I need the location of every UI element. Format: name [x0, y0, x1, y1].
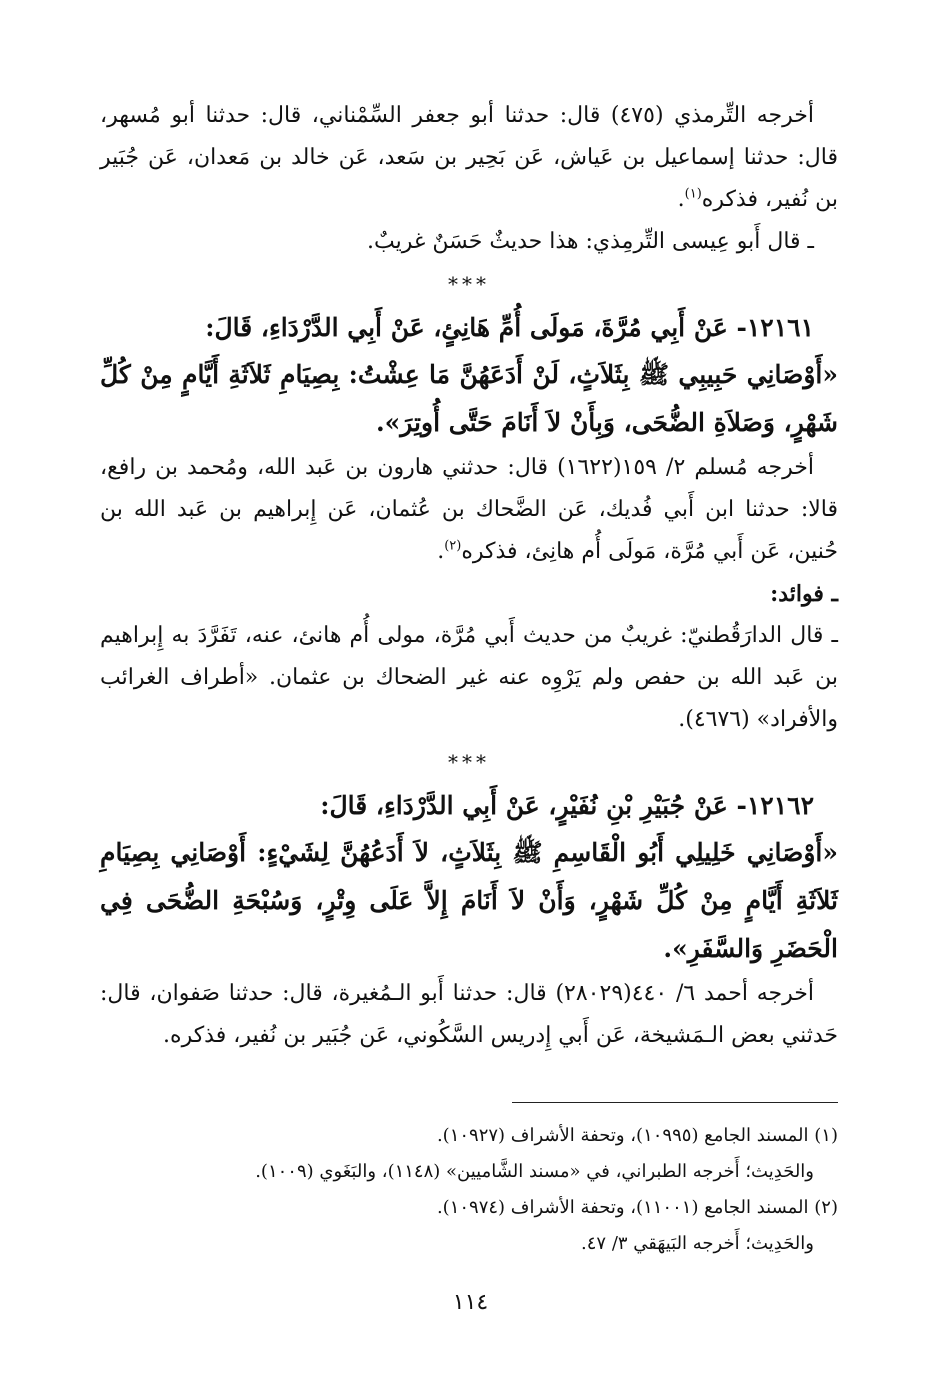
paragraph-daraqutni: ـ قال الدارَقُطنيّ: غريبٌ من حديث أَبي مُرَّة، مولى أُم هانئ، عنه، تَفَرَّدَ به إِبراهيم بن عَبد الله بن حفص ولم يَرْوِه عنه غير الضحاك بن عثمان. «أطراف الغرائب والأفراد» (٤٦٧٦). [100, 623, 838, 732]
hadith-12162-heading: ١٢١٦٢- عَنْ جُبَيْرِ بْنِ نُفَيْرٍ، عَنْ أَبِي الدَّرْدَاءِ، قَالَ: [320, 791, 814, 820]
text: أخرجه التِّرمذي (٤٧٥) قال: حدثنا أبو جعفر السِّمْناني، قال: حدثنا أبو مُسهر، قال: حدثنا إسماعيل بن عَياش، عَن بَحِير بن سَعد، عَن خالد بن مَعدان، عَن جُبَير بن نُفير، فذكره [100, 103, 838, 212]
text-end: . [437, 539, 445, 564]
page-body [100, 95, 838, 1057]
footnote-2-continuation: والحَدِيث؛ أَخرجه البَيهَقي ٣/ ٤٧. [581, 1233, 814, 1254]
text: أخرجه مُسلم ٢/ ١٥٩(١٦٢٢) قال: حدثني هارون بن عَبد الله، ومُحمد بن رافع، قالا: حدثنا ابن أَبي فُديك، عَن الضَّحاك بن عُثمان، عَن إِبراهيم بن عَبد الله بن حُنين، عَن أَبي مُرَّة، مَولَى أُم هانِئ، فذكره [100, 455, 838, 564]
footnotes [100, 1118, 838, 1262]
footnote-ref-2[interactable]: (٢) [444, 538, 462, 554]
footnote-separator [512, 1102, 838, 1103]
footnote-ref-1[interactable]: (١) [684, 186, 702, 202]
text-end: . [677, 187, 685, 212]
paragraph-takhrij-tirmidhi [100, 95, 838, 221]
paragraph-takhrij-ahmad: أخرجه أحمد ٦/ ٤٤٠(٢٨٠٢٩) قال: حدثنا أَبو الـمُغيرة، قال: حدثنا صَفوان، قال: حَدثني بعض الـمَشيخة، عَن أَبي إِدريس السَّكُوني، عَن جُبَير بن نُفير، فذكره. [100, 981, 838, 1048]
paragraph-tirmidhi-grading: ـ قال أَبو عِيسى التِّرمِذي: هذا حديثٌ حَسَنٌ غريبٌ. [367, 229, 814, 254]
footnote-1: (١) المسند الجامع (١٠٩٩٥)، وتحفة الأشراف (١٠٩٢٧). [436, 1125, 838, 1146]
hadith-12162-text: «أَوْصَانِي خَلِيلِي أَبُو الْقَاسِمِ ﷺ بِثَلاَثٍ، لاَ أَدَعُهُنَّ لِشَيْءٍ: أَوْصَانِي بِصِيَامِ ثَلاَثَةِ أَيَّامٍ مِنْ كُلِّ شَهْرٍ، وَأَنْ لاَ أَنَامَ إِلاَّ عَلَى وِتْرٍ، وَسُبْحَةِ الضُّحَى فِي الْحَضَرِ وَالسَّفَرِ». [100, 838, 838, 963]
hadith-12161-text: «أَوْصَانِي حَبِيبِي ﷺ بِثَلاَثٍ، لَنْ أَدَعَهُنَّ مَا عِشْتُ: بِصِيَامِ ثَلاَثَةِ أَيَّامٍ مِنْ كُلِّ شَهْرٍ، وَصَلاَةِ الضُّحَى، وَبِأَنْ لاَ أَنَامَ حَتَّى أُوتِرَ». [100, 360, 838, 437]
page-number: ١١٤ [452, 1290, 489, 1315]
footnote-1-continuation: والحَدِيث؛ أَخرجه الطبراني، في «مسند الشَّاميين» (١١٤٨)، والبَغَوي (١٠٠٩). [255, 1161, 814, 1182]
footnote-2: (٢) المسند الجامع (١١٠٠١)، وتحفة الأشراف (١٠٩٧٤). [436, 1197, 838, 1218]
paragraph-takhrij-muslim [100, 447, 838, 573]
fawaid-heading: ـ فوائد: [770, 581, 838, 607]
section-separator: *** [448, 272, 490, 296]
hadith-12161-heading: ١٢١٦١- عَنْ أَبِي مُرَّةَ، مَولَى أُمِّ هَانِئٍ، عَنْ أَبِي الدَّرْدَاءِ، قَالَ: [205, 313, 814, 342]
section-separator: *** [448, 750, 490, 774]
